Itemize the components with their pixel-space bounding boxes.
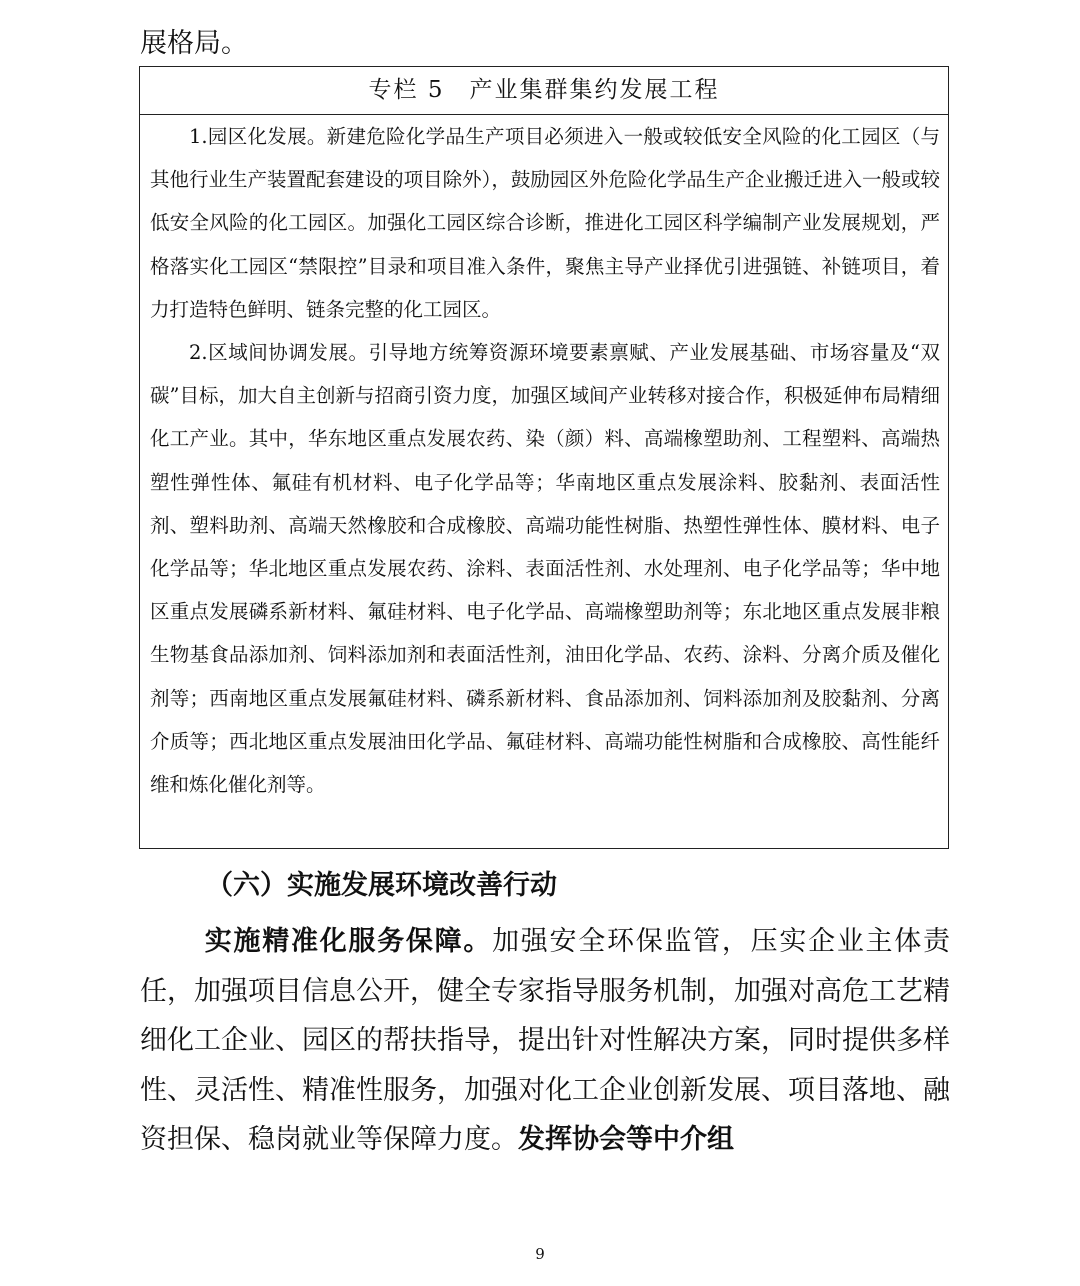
feature-item-2 bbox=[150, 331, 940, 806]
feature-box bbox=[139, 66, 949, 849]
paragraph-bold-lead: 实施精准化服务保障。 bbox=[204, 926, 493, 957]
lead-line: 展格局。 bbox=[140, 28, 248, 59]
paragraph-text: 加强安全环保监管，压实企业主体责任，加强项目信息公开，健全专家指导服务机制，加强对高危工艺精细化工企业、园区的帮扶指导，提出针对性解决方案，同时提供多样性、灵活性、精准性服务，加强对化工企业创新发展、项目落地、融资担保、稳岗就业等保障力度。 bbox=[140, 926, 950, 1155]
feature-box-title: 专栏 5 产业集群集约发展工程 bbox=[140, 67, 948, 115]
paragraph bbox=[140, 917, 950, 1165]
feature-item-2-text: 。引导地方统筹资源环境要素禀赋、产业发展基础、市场容量及“双碳”目标，加大自主创新与招商引资力度，加强区域间产业转移对接合作，积极延伸布局精细化工产业。其中，华东地区重点发展农药、染（颜）料、高端橡塑助剂、工程塑料、高端热塑性弹性体、氟硅有机材料、电子化学品等；华南地区重点发展涂料、胶黏剂、表面活性剂、塑料助剂、高端天然橡胶和合成橡胶、高端功能性树脂、热塑性弹性体、膜材料、电子化学品等；华北地区重点发展农药、涂料、表面活性剂、水处理剂、电子化学品等；华中地区重点发展磷系新材料、氟硅材料、电子化学品、高端橡塑助剂等；东北地区重点发展非粮生物基食品添加剂、饲料添加剂和表面活性剂，油田化学品、农药、涂料、分离介质及催化剂等；西南地区重点发展氟硅材料、磷系新材料、食品添加剂、饲料添加剂及胶黏剂、分离介质等；西北地区重点发展油田化学品、氟硅材料、高端功能性树脂和合成橡胶、高性能纤维和炼化催化剂等。 bbox=[150, 341, 940, 797]
feature-item-1 bbox=[150, 115, 940, 331]
body-paragraph bbox=[140, 917, 950, 1165]
feature-item-2-label: 2.区域间协调发展 bbox=[189, 341, 349, 365]
page-number: 9 bbox=[535, 1245, 545, 1263]
section-heading: （六）实施发展环境改善行动 bbox=[206, 870, 557, 901]
feature-box-body bbox=[140, 115, 948, 806]
feature-item-1-label: 1.园区化发展 bbox=[189, 125, 307, 148]
feature-item-1-text: 。新建危险化学品生产项目必须进入一般或较低安全风险的化工园区（与其他行业生产装置配套建设的项目除外），鼓励园区外危险化学品生产企业搬迁进入一般或较低安全风险的化工园区。加强化工园区综合诊断，推进化工园区科学编制产业发展规划，严格落实化工园区“禁限控”目录和项目准入条件，聚焦主导产业择优引进强链、补链项目，着力打造特色鲜明、链条完整的化工园区。 bbox=[150, 125, 940, 321]
paragraph-bold-tail: 发挥协会等中介组 bbox=[518, 1124, 734, 1155]
